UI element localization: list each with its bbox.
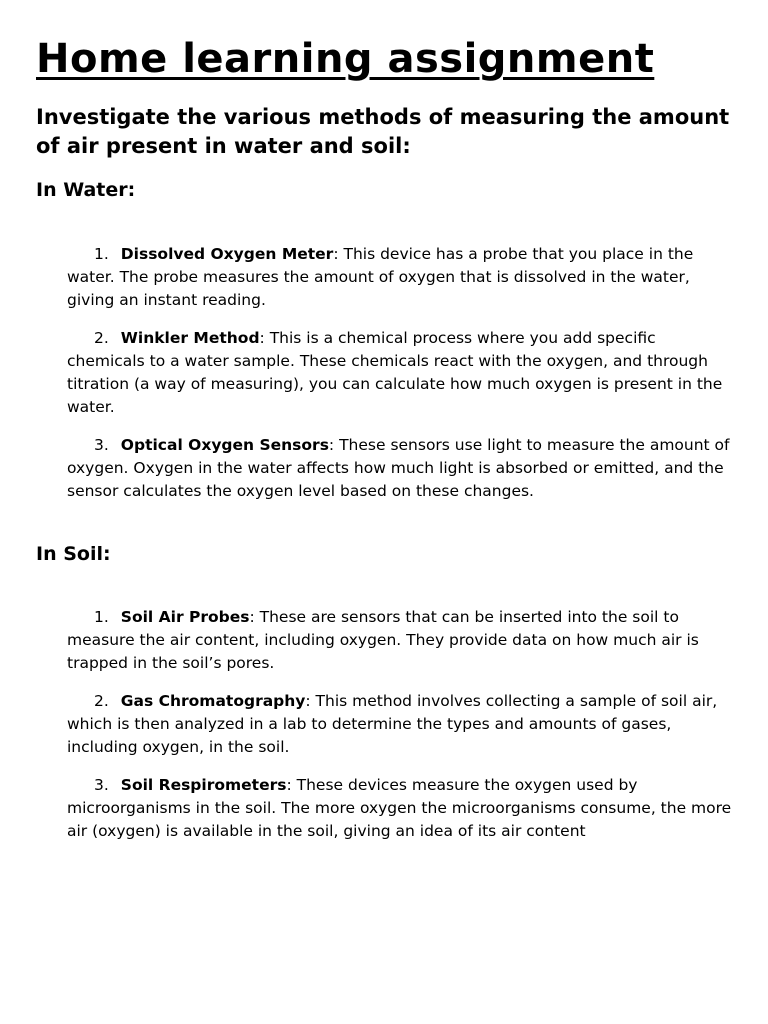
item-term: Soil Air Probes xyxy=(120,608,250,626)
page-title: Home learning assignment xyxy=(36,36,655,82)
item-term: Winkler Method xyxy=(120,329,260,347)
water-methods-list xyxy=(67,243,732,503)
item-description: : This method involves collecting a sample of soil air, which is then analyzed in a lab to determine the types and amounts of gases, including oxygen, in the soil. xyxy=(67,692,718,756)
item-description: : These are sensors that can be inserted into the soil to measure the air content, including oxygen. They provide data on how much air is trapped in the soil’s pores. xyxy=(67,608,699,672)
item-number: 1. xyxy=(94,245,109,263)
list-item xyxy=(67,606,732,675)
item-description: : These sensors use light to measure the amount of oxygen. Oxygen in the water affects how much light is absorbed or emitted, and the sensor calculates the oxygen level based on these changes. xyxy=(67,436,730,500)
item-term: Soil Respirometers xyxy=(120,776,287,794)
item-term: Dissolved Oxygen Meter xyxy=(120,245,334,263)
item-description: : These devices measure the oxygen used by microorganisms in the soil. The more oxygen the microorganisms consume, the more air (oxygen) is available in the soil, giving an idea of its air content xyxy=(67,776,732,840)
item-number: 2. xyxy=(94,329,109,347)
item-description: : This device has a probe that you place in the water. The probe measures the amount of oxygen that is dissolved in the water, giving an instant reading. xyxy=(67,245,694,309)
item-number: 1. xyxy=(94,608,109,626)
item-number: 3. xyxy=(94,776,109,794)
item-number: 3. xyxy=(94,436,109,454)
list-item xyxy=(67,774,732,843)
item-term: Optical Oxygen Sensors xyxy=(120,436,329,454)
item-term: Gas Chromatography xyxy=(120,692,306,710)
list-item xyxy=(67,690,732,759)
list-item xyxy=(67,434,732,503)
soil-methods-list xyxy=(67,606,732,843)
assignment-subtitle: Investigate the various methods of measuring the amount of air present in water and soil: xyxy=(36,105,730,158)
list-item xyxy=(67,327,732,419)
list-item xyxy=(67,243,732,312)
section-heading-water: In Water: xyxy=(36,179,136,201)
item-description: : This is a chemical process where you add specific chemicals to a water sample. These chemicals react with the oxygen, and through titration (a way of measuring), you can calculate how much oxygen is present in the water. xyxy=(67,329,723,416)
section-heading-soil: In Soil: xyxy=(36,543,111,565)
item-number: 2. xyxy=(94,692,109,710)
